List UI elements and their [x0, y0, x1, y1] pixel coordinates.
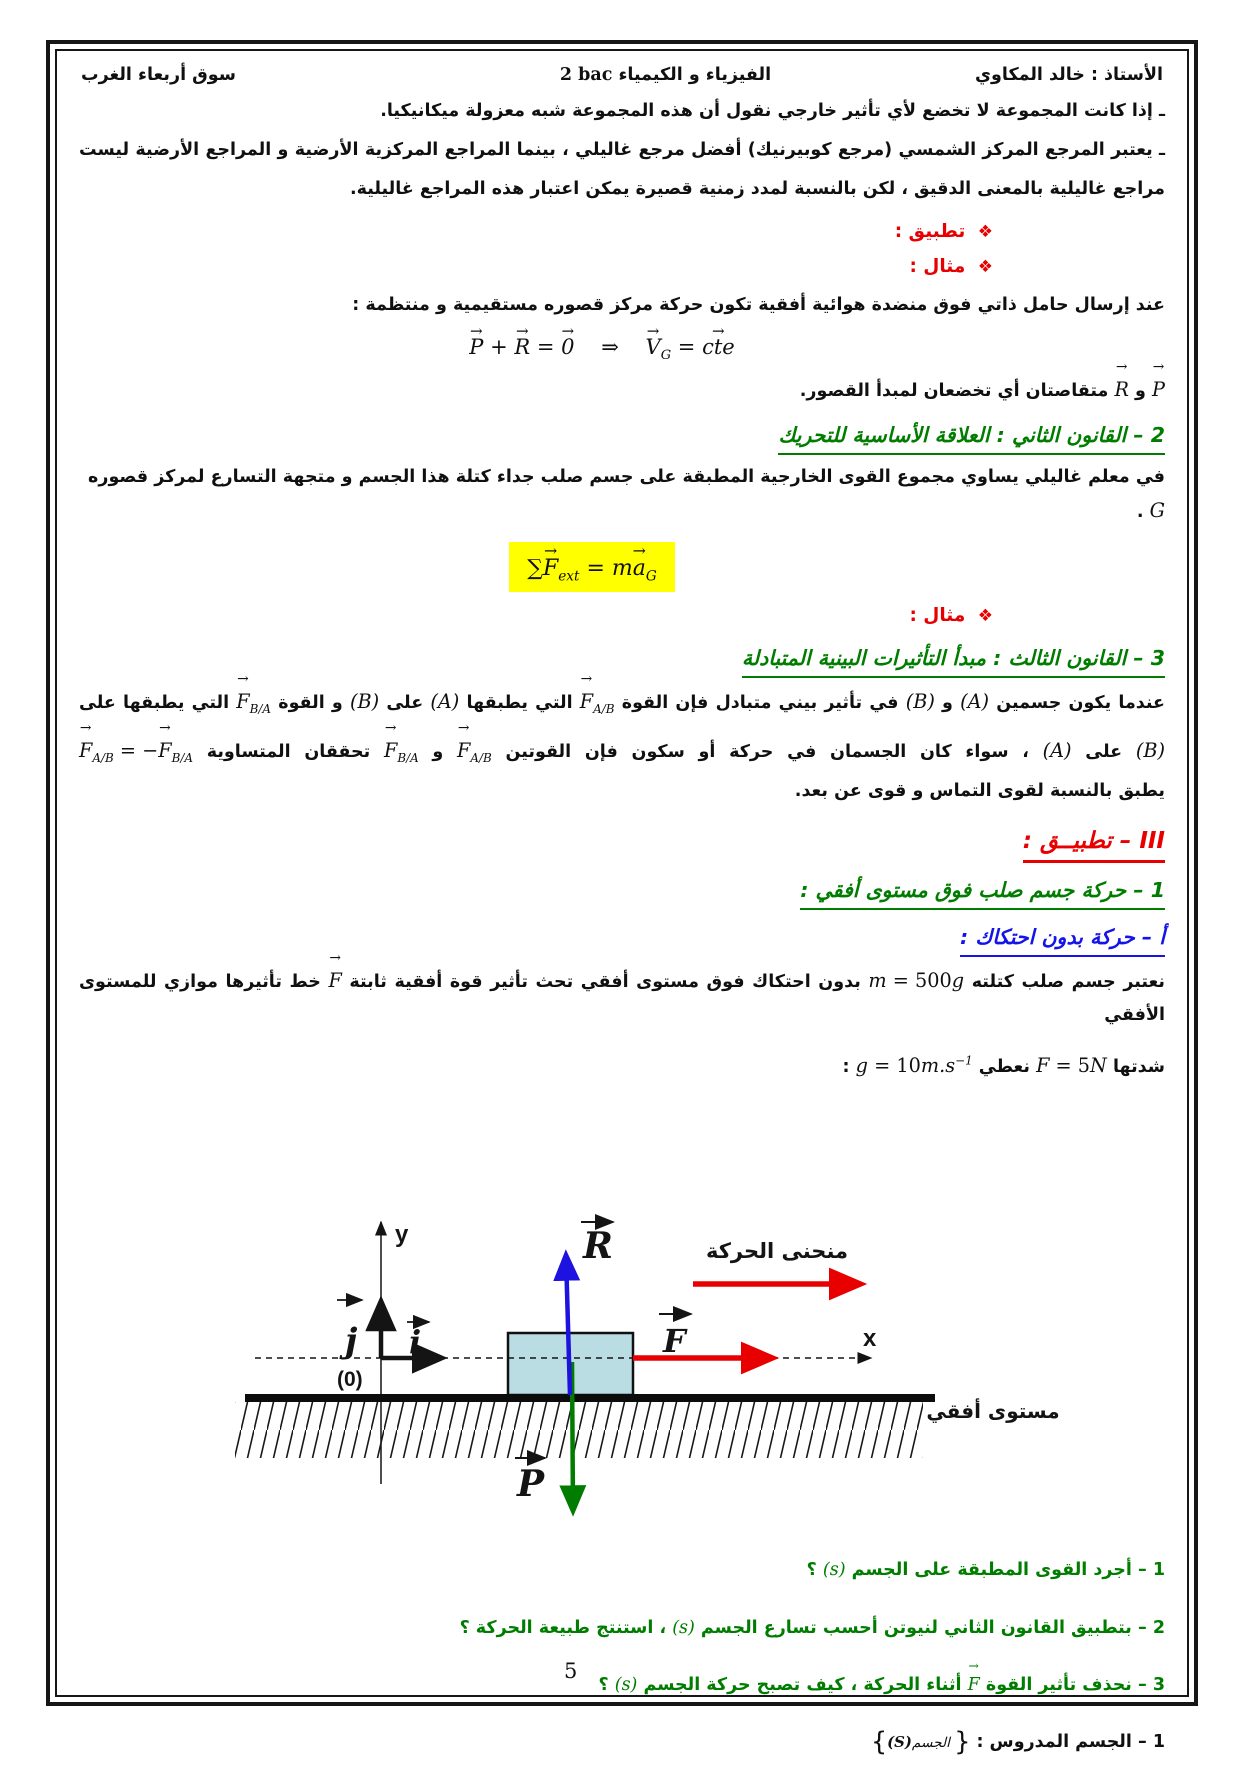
weight-force-arrow	[572, 1362, 573, 1510]
header-subject-level	[440, 65, 771, 85]
i-label: i	[409, 1323, 422, 1362]
diamond-bullet-icon: ❖	[977, 221, 993, 242]
intro-paragraph-2: ـ يعتبر المرجع المركز الشمسي (مرجع كوبيرنيك) أفضل مرجع غاليلي ، بينما المراجع المركزية الأرضية و المراجع الأرضية ليست	[79, 139, 1165, 160]
inertia-formula: → P + → R = → 0 ⇒ → $V_G$ = → cte	[79, 335, 1125, 363]
y-axis-label: y	[395, 1221, 409, 1249]
normal-force-label: R	[583, 1225, 613, 1268]
header-teacher: الأستاذ : خالد المكاوي	[974, 65, 1163, 85]
page-content	[57, 51, 1187, 1756]
question-2: 2 – بتطبيق القانون الثاني لنيوتن أحسب تسارع الجسم (s) ، استنتج طبيعة الحركة ؟	[459, 1617, 1165, 1638]
header-school: سوق أربعاء الغرب	[81, 65, 236, 85]
law2-formula-highlight: ∑→ $F_{ext} = m\to a_G$	[509, 542, 675, 592]
question-3: 3 – نحذف تأثير القوة → F أثناء الحركة ، كيف تصبح حركة الجسم (s) ؟	[79, 1670, 1165, 1702]
application-heading: III – تطبيــق :	[1023, 824, 1165, 864]
origin-label: (0)	[337, 1368, 363, 1392]
application-paragraph-1: نعتبر جسم صلب كتلته m = 500g بدون احتكاك فوق مستوى أفقي تحث تأثير قوة أفقية ثابتة → F خط تأثيرها موازي للمستوى الأفقي	[79, 963, 1165, 1032]
law3-heading: 3 – القانون الثالث : مبدأ التأثيرات البينية المتبادلة	[742, 643, 1165, 678]
bullet-example-label: مثال :	[909, 256, 966, 278]
bullet-application-label: تطبيق :	[894, 220, 966, 242]
law3-paragraph-3: يطبق بالنسبة لقوى التماس و قوى عن بعد.	[794, 780, 1165, 801]
diamond-bullet-icon: ❖	[977, 257, 993, 278]
bullet-example-2-label: مثال :	[909, 605, 966, 627]
law2-heading-wrap	[79, 420, 1165, 455]
intro-paragraph-1: ـ إذا كانت المجموعة لا تخضع لأي تأثير خارجي نقول أن هذه المجموعة شبه معزولة ميكانيكيا.	[380, 101, 1165, 121]
forces-diagram-svg	[215, 1206, 1087, 1528]
ground-surface-line	[245, 1394, 935, 1402]
motion-label: منحنى الحركة	[705, 1239, 849, 1264]
header-level: 2 bac	[559, 65, 613, 85]
application-heading-wrap	[79, 824, 1165, 864]
law2-heading: 2 – القانون الثاني : العلاقة الأساسية للتحريك	[778, 420, 1165, 455]
law2-formula-wrap	[79, 536, 1165, 592]
j-label: j	[345, 1321, 358, 1362]
example-text: عند إرسال حامل ذاتي فوق منضدة هوائية أفقية تكون حركة مركز قصوره مستقيمية و منتظمة :	[352, 294, 1165, 315]
bullet-application	[79, 216, 993, 247]
question-1: 1 – أجرد القوى المطبقة على الجسم (s) ؟	[806, 1560, 1165, 1581]
applied-force-label: F	[663, 1322, 686, 1361]
law3-paragraph-2: (B) على (A) ، سواء كان الجسمان في حركة أو سكون فإن القوتين → $F_{A/B}$ و → $F_{B/A}$ تحققان المتساوية → $F_{A/B}$ = −→ $F_{B/A}$	[79, 733, 1165, 769]
page-frame-inner	[55, 49, 1189, 1756]
application-sub1-wrap	[79, 875, 1165, 910]
surface-label: مستوى أفقي	[926, 1399, 1060, 1424]
x-axis-label: x	[863, 1325, 877, 1353]
page-number: 5	[564, 1659, 578, 1683]
page-frame	[46, 40, 1198, 1756]
diamond-bullet-icon: ❖	[977, 606, 993, 627]
application-paragraph-2: شدتها F = 5N نعطي $g = 10m.s^{-1}$ :	[842, 1053, 1165, 1077]
application-subheading-2: أ – حركة بدون احتكاك :	[960, 922, 1165, 957]
header	[81, 65, 1163, 85]
weight-force-label: P	[517, 1463, 545, 1506]
studied-system-line: 1 – الجسم المدروس : { الجسم(S)}	[870, 1725, 1165, 1756]
forces-diagram	[215, 1206, 1087, 1533]
intro-paragraph-3: مراجع غاليلية بالمعنى الدقيق ، لكن بالنسبة لمدد زمنية قصيرة يمكن اعتبار هذه المراجع غاليلية.	[349, 178, 1165, 199]
application-subheading-1: 1 – حركة جسم صلب فوق مستوى أفقي :	[800, 875, 1165, 910]
ground-hatching	[235, 1402, 923, 1458]
application-sub2-wrap	[79, 922, 1165, 957]
bullet-example	[79, 251, 993, 282]
law3-paragraph-1: عندما يكون جسمين (A) و (B) في تأثير بيني متبادل فإن القوة → $F_{A/B}$ التي يطبقها (A) على (B) و القوة → $F_{B/A}$ التي يطبقها على	[79, 684, 1165, 720]
bullet-example-2	[79, 600, 993, 631]
law2-body: في معلم غاليلي يساوي مجموع القوى الخارجية المطبقة على جسم صلب جداء كتلة هذا الجسم و متجهة التسارع لمركز قصوره G .	[88, 466, 1165, 523]
inertia-note: → P و → R متقاصتان أي تخضعان لمبدأ القصور.	[79, 372, 1165, 408]
header-subject: الفيزياء و الكيمياء	[618, 65, 772, 85]
